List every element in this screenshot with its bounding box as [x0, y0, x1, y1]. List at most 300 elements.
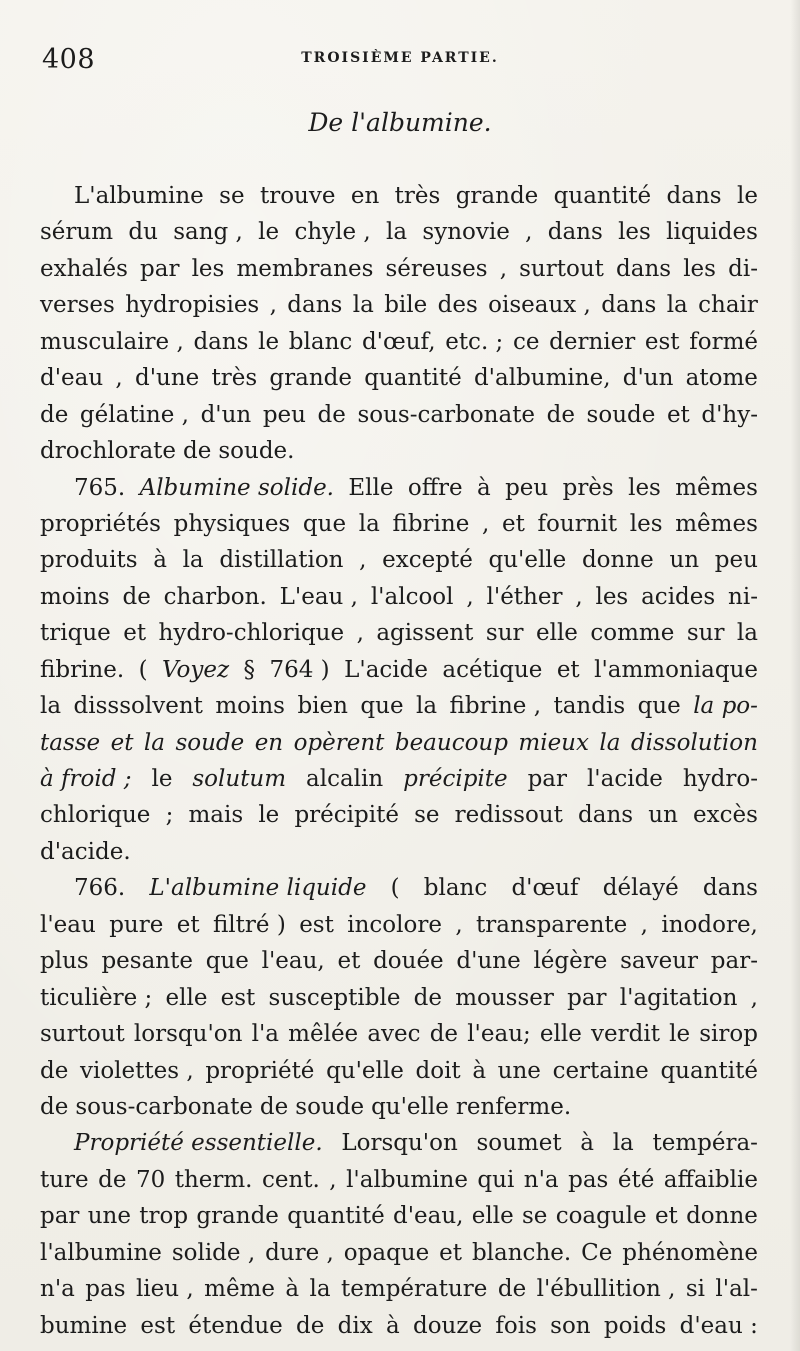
word: incolore: [347, 911, 442, 938]
word: de: [317, 401, 346, 428]
word: filtré ): [212, 911, 286, 938]
word: oiseaux ,: [488, 292, 591, 319]
word: physiques: [173, 510, 291, 537]
word: d'eau,: [393, 1203, 464, 1230]
word: comme: [590, 620, 675, 647]
word: l'albumine: [40, 1239, 162, 1266]
word: quantité: [287, 1203, 385, 1230]
word: distillation: [219, 547, 344, 574]
word: soude.: [218, 438, 295, 465]
word: tasse: [40, 729, 101, 756]
word: ce: [512, 328, 540, 355]
word: la: [40, 693, 62, 720]
word: de: [497, 1276, 527, 1303]
text-line: [40, 214, 758, 250]
word: ticulière ;: [40, 984, 153, 1011]
word: fibrine: [392, 510, 470, 537]
word: di-: [728, 255, 758, 282]
word: cent.: [261, 1166, 320, 1193]
text-line: [40, 579, 758, 615]
word: précipite: [403, 766, 508, 792]
word: dure ,: [265, 1239, 334, 1266]
word: la: [666, 292, 688, 319]
word: le: [669, 1021, 691, 1048]
word: atome: [685, 365, 758, 392]
word: moins: [40, 583, 110, 610]
word: fois: [495, 1312, 537, 1339]
word: d'hy-: [701, 401, 758, 428]
word: d'une: [456, 948, 521, 975]
word: la: [736, 620, 758, 647]
word: température: [341, 1276, 488, 1303]
word: dans: [287, 292, 343, 319]
page-header: [40, 38, 760, 78]
word: ,: [640, 911, 648, 938]
word: et: [123, 620, 147, 647]
word: blanc: [288, 328, 353, 355]
word: légère: [533, 948, 608, 975]
word: elle: [471, 1203, 514, 1230]
word: §: [243, 656, 256, 683]
word: l'eau: [40, 911, 96, 938]
word: dans: [193, 328, 249, 355]
word: par: [527, 766, 567, 792]
word: agissent: [376, 620, 474, 647]
word: ,: [269, 292, 277, 319]
text-line: [40, 542, 758, 578]
word: l'ébullition ,: [536, 1276, 676, 1303]
word: grande: [455, 183, 539, 209]
word: douée: [373, 948, 444, 975]
word: fibrine ,: [449, 693, 542, 720]
word: pas: [85, 1276, 126, 1303]
word: et: [666, 401, 690, 428]
word: du: [128, 219, 158, 246]
word: l'albumine: [346, 1166, 468, 1193]
word: affaiblie: [663, 1166, 758, 1193]
word: le: [258, 802, 280, 829]
word: et: [501, 510, 525, 537]
word: d'acide.: [40, 838, 131, 865]
text-line: [40, 761, 758, 797]
text-line: [40, 433, 758, 469]
word: Ce: [581, 1239, 613, 1266]
word: grande: [269, 365, 352, 392]
word: sang ,: [173, 219, 243, 246]
word: membranes: [236, 255, 374, 282]
word: doit: [415, 1057, 461, 1084]
word: 70: [135, 1166, 166, 1193]
word: la: [143, 729, 165, 756]
word: chyle ,: [294, 219, 371, 246]
word: surtout: [519, 255, 604, 282]
word: acétique: [442, 656, 543, 683]
word: opaque: [343, 1239, 430, 1266]
word: l'al-: [715, 1276, 758, 1303]
word: par: [40, 1203, 80, 1230]
word: quantité: [364, 365, 462, 392]
word: L'albumine: [74, 183, 204, 209]
word: si: [685, 1276, 705, 1303]
word: coagule: [555, 1203, 647, 1230]
word: dans: [578, 802, 634, 829]
word: blanc: [423, 875, 488, 902]
text-line: [40, 834, 758, 870]
word: sur: [485, 620, 524, 647]
text-line: [40, 980, 758, 1016]
word: de: [546, 401, 575, 428]
word: dans: [702, 875, 758, 902]
word: l'agitation: [619, 984, 738, 1011]
word: dernier: [549, 328, 636, 355]
text-line: [40, 324, 758, 360]
word: mousser: [455, 984, 554, 1011]
word: sérum: [40, 219, 114, 246]
word: chlorique: [40, 802, 151, 829]
word: chair: [698, 292, 758, 319]
word: violettes ,: [79, 1057, 194, 1084]
text-line: [40, 652, 758, 688]
word: fournit: [537, 510, 618, 537]
word: elle: [535, 620, 578, 647]
word: de: [183, 438, 212, 465]
section-title: De l'albumine.: [308, 108, 492, 137]
word: 765.: [74, 474, 126, 501]
word: l'eau,: [261, 948, 325, 975]
word: ,: [356, 620, 364, 647]
word: le: [151, 766, 173, 792]
word: exhalés: [40, 255, 128, 282]
word: une: [87, 1203, 131, 1230]
word: ,: [115, 365, 123, 392]
word: L'eau ,: [279, 583, 358, 610]
text-line: [40, 615, 758, 651]
word: n'a: [523, 1166, 559, 1193]
word: l'acide: [586, 766, 663, 792]
word: l'eau;: [467, 1021, 531, 1048]
word: saveur: [620, 948, 699, 975]
word: d'œuf: [511, 875, 579, 902]
word: la: [182, 547, 204, 574]
word: etc. ;: [445, 328, 504, 355]
word: qui: [477, 1166, 515, 1193]
word: peu: [262, 401, 306, 428]
word: les: [628, 474, 661, 501]
word: est: [644, 328, 680, 355]
text-line: [40, 1053, 758, 1089]
word: dans: [666, 183, 722, 209]
word: la: [358, 510, 380, 537]
word: à: [477, 474, 491, 501]
word: musculaire ,: [40, 328, 184, 355]
word: mais: [188, 802, 244, 829]
word: Lorsqu'on: [341, 1130, 458, 1157]
word: et: [654, 1203, 678, 1230]
word: avec: [367, 1021, 421, 1048]
word: se: [522, 1203, 548, 1230]
word: blanche.: [471, 1239, 572, 1266]
word: de: [40, 1093, 69, 1120]
word: renferme.: [455, 1093, 572, 1120]
word: se: [219, 183, 245, 209]
text-line: [40, 1016, 758, 1052]
word: par: [140, 255, 180, 282]
word: (: [390, 875, 400, 902]
word: fibrine.: [40, 656, 125, 683]
word: ,: [525, 219, 533, 246]
page-number: 408: [42, 44, 96, 75]
word: les: [191, 255, 225, 282]
word: la: [612, 1130, 634, 1157]
word: la: [352, 292, 374, 319]
text-line: [40, 870, 758, 906]
word: surtout: [40, 1021, 125, 1048]
text-line: [40, 907, 758, 943]
word: très: [211, 365, 258, 392]
word: qu'elle: [371, 1093, 449, 1120]
word: le: [736, 183, 758, 209]
word: ,: [455, 911, 463, 938]
word: charbon.: [163, 583, 267, 610]
word: ,: [499, 255, 507, 282]
word: d'eau :: [679, 1312, 758, 1339]
word: été: [617, 1166, 655, 1193]
word: et: [337, 948, 361, 975]
word: se: [414, 802, 440, 829]
word: formé: [689, 328, 758, 355]
word: une: [497, 1057, 541, 1084]
word: lieu ,: [135, 1276, 194, 1303]
word: synovie: [422, 219, 510, 246]
text-line: [40, 1125, 758, 1161]
running-head: TROISIÈME PARTIE.: [301, 50, 499, 66]
word: à: [580, 1130, 595, 1157]
word: sous-carbonate: [75, 1093, 253, 1120]
word: plus: [40, 948, 89, 975]
word: solide ,: [171, 1239, 256, 1266]
word: est: [299, 911, 334, 938]
word: redissout: [454, 802, 563, 829]
word: alcalin: [306, 766, 384, 792]
word: ni-: [728, 583, 758, 610]
word: hydropisies: [125, 292, 260, 319]
word: L'acide: [344, 656, 428, 683]
word: par-: [710, 948, 758, 975]
word: de: [259, 1093, 289, 1120]
word: disssolvent: [73, 693, 203, 720]
word: acides: [641, 583, 716, 610]
word: phénomène: [622, 1239, 758, 1266]
text-line: [40, 470, 758, 506]
word: dans: [616, 255, 672, 282]
word: propriété: [205, 1057, 315, 1084]
word: de: [98, 1166, 127, 1193]
word: douze: [412, 1312, 483, 1339]
text-line: [40, 797, 758, 833]
word: grande: [196, 1203, 279, 1230]
word: mêmes: [675, 510, 758, 537]
word: l'ammoniaque: [594, 656, 758, 683]
word: à: [472, 1057, 487, 1084]
word: en: [350, 183, 380, 209]
word: de: [40, 1057, 69, 1084]
word: trouve: [259, 183, 336, 209]
word: liquides: [666, 219, 758, 246]
word: de: [40, 401, 69, 428]
word: la: [309, 1276, 331, 1303]
word: les: [629, 510, 663, 537]
word: donne: [686, 1203, 758, 1230]
word: est: [220, 984, 256, 1011]
word: précipité: [294, 802, 399, 829]
word: et: [439, 1239, 463, 1266]
word: d'une: [134, 365, 200, 392]
text-line: [40, 178, 758, 214]
word: un: [648, 802, 678, 829]
word: hydro-: [682, 766, 758, 792]
word: therm.: [174, 1166, 253, 1193]
word: soumet: [476, 1130, 562, 1157]
word: ;: [165, 802, 174, 829]
word: la: [416, 693, 438, 720]
word: Elle: [348, 474, 394, 501]
word: quantité: [660, 1057, 758, 1084]
word: le: [258, 328, 280, 355]
word: délayé: [602, 875, 679, 902]
word: offre: [407, 474, 463, 501]
word: ture: [40, 1166, 89, 1193]
text-line: [40, 943, 758, 979]
word: près: [562, 474, 614, 501]
word: solutum: [192, 766, 287, 792]
word: les: [595, 583, 629, 610]
word: que: [205, 948, 249, 975]
page-edge-shadow: [790, 0, 800, 1351]
word: dans: [547, 219, 603, 246]
text-line: [40, 397, 758, 433]
word: trop: [139, 1203, 189, 1230]
word: par: [567, 984, 607, 1011]
word: excès: [693, 802, 758, 829]
word: d'un: [622, 365, 674, 392]
word: la po-: [693, 693, 758, 720]
word: moins: [215, 693, 285, 720]
word: à: [153, 547, 167, 574]
word: les: [683, 255, 716, 282]
text-line: [40, 1271, 758, 1307]
word: l'alcool: [370, 583, 454, 610]
word: le: [258, 219, 280, 246]
word: 766.: [74, 875, 126, 902]
word: L'albumine liquide: [149, 875, 367, 902]
word: l'éther: [486, 583, 563, 610]
word: dissolution: [630, 729, 758, 756]
word: ,: [359, 547, 367, 574]
word: sirop: [699, 1021, 758, 1048]
word: susceptible: [268, 984, 401, 1011]
text-line: [40, 725, 758, 761]
word: (: [138, 656, 148, 683]
word: d'albumine,: [473, 365, 611, 392]
text-line: [40, 506, 758, 542]
word: 764 ): [269, 656, 330, 683]
word: verdit: [591, 1021, 660, 1048]
word: mêmes: [675, 474, 758, 501]
word: séreuses: [385, 255, 488, 282]
word: qu'elle: [488, 547, 567, 574]
word: d'œuf,: [361, 328, 436, 355]
word: soude: [586, 401, 656, 428]
word: les: [618, 219, 651, 246]
word: d'eau: [40, 365, 104, 392]
word: bien: [297, 693, 348, 720]
word: produits: [40, 547, 138, 574]
word: drochlorate: [40, 438, 177, 465]
word: trique: [40, 620, 111, 647]
word: ,: [482, 510, 490, 537]
word: tandis: [553, 693, 626, 720]
text-line: [40, 1308, 758, 1344]
word: de: [429, 1021, 459, 1048]
word: qu'elle: [326, 1057, 404, 1084]
word: mieux: [518, 729, 589, 756]
word: hydro-chlorique: [158, 620, 345, 647]
text-line: [40, 688, 758, 724]
word: pas: [568, 1166, 609, 1193]
word: la: [599, 729, 621, 756]
word: très: [394, 183, 441, 209]
word: peu: [714, 547, 758, 574]
word: n'a: [40, 1276, 75, 1303]
word: soude: [175, 729, 245, 756]
word: poids: [603, 1312, 667, 1339]
word: opèrent: [293, 729, 385, 756]
word: même: [204, 1276, 275, 1303]
word: à froid ;: [40, 766, 132, 792]
word: pure: [109, 911, 164, 938]
word: bile: [384, 292, 428, 319]
word: à: [385, 1312, 400, 1339]
word: ,: [466, 583, 474, 610]
text-line: [40, 287, 758, 323]
word: lorsqu'on: [133, 1021, 243, 1048]
word: l'a: [251, 1021, 280, 1048]
word: beaucoup: [394, 729, 508, 756]
word: de: [413, 984, 442, 1011]
text-line: [40, 360, 758, 396]
word: et: [176, 911, 200, 938]
word: que: [302, 510, 347, 537]
word: un: [669, 547, 700, 574]
word: dix: [337, 1312, 373, 1339]
word: sur: [686, 620, 725, 647]
word: de: [122, 583, 151, 610]
word: propriétés: [40, 510, 161, 537]
word: que: [360, 693, 404, 720]
word: dans: [601, 292, 657, 319]
word: Propriété essentielle.: [74, 1130, 323, 1157]
word: de: [296, 1312, 325, 1339]
word: en: [254, 729, 284, 756]
word: bumine: [40, 1312, 128, 1339]
word: est: [140, 1312, 176, 1339]
word: et: [556, 656, 580, 683]
word: verses: [40, 292, 115, 319]
word: des: [437, 292, 478, 319]
body-text: [40, 178, 758, 1344]
word: mêlée: [288, 1021, 359, 1048]
word: son: [550, 1312, 591, 1339]
